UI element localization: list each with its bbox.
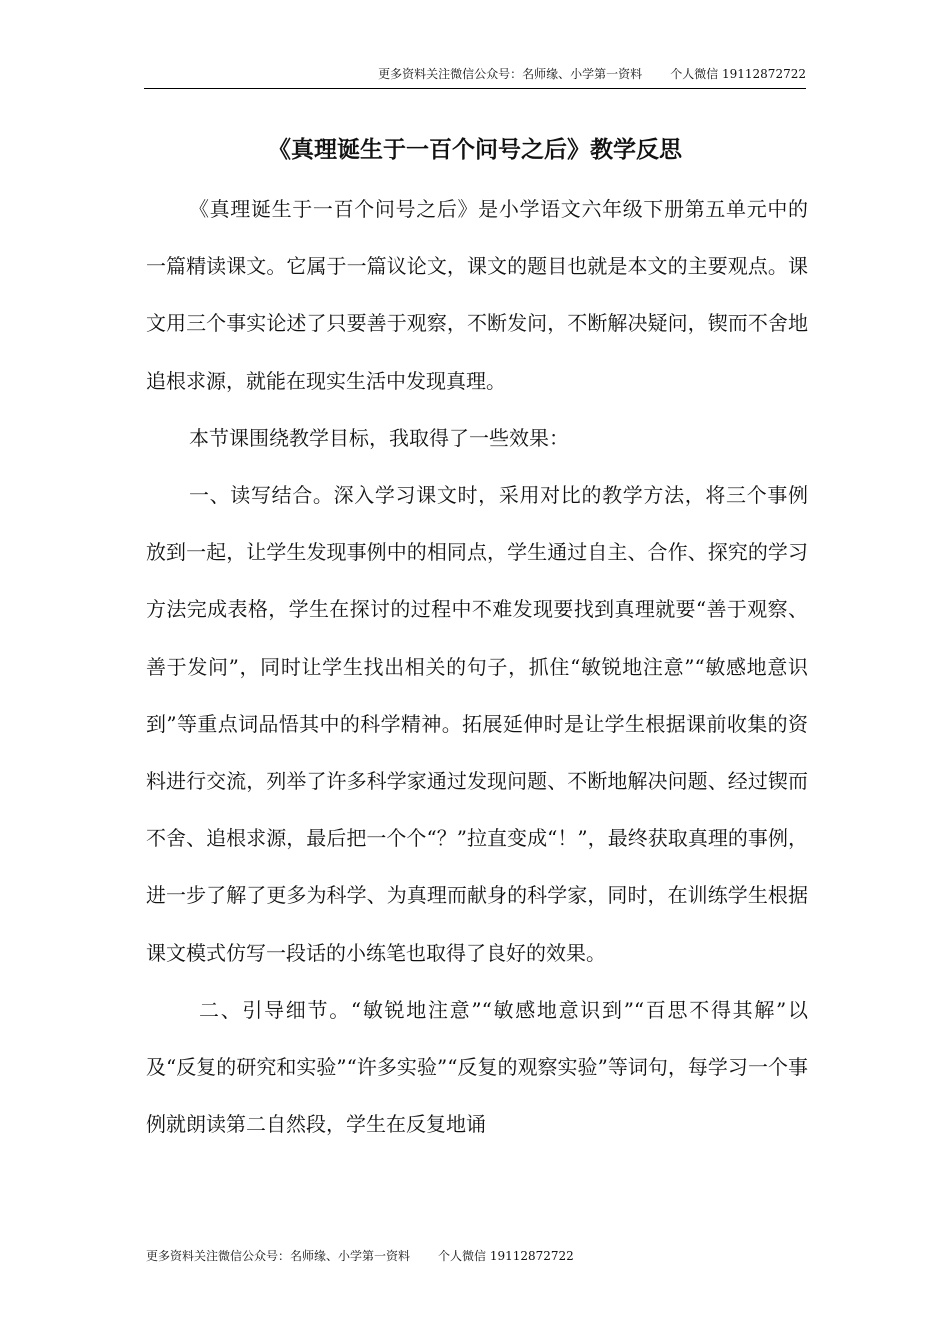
paragraph-reading-writing: 一、读写结合。深入学习课文时，采用对比的教学方法，将三个事例放到一起，让学生发现事例中的相同点，学生通过自主、合作、探究的学习方法完成表格，学生在探讨的过程中不难发现要找到真理就要“善于观察、善于发问”，同时让学生找出相关的句子，抓住“敏锐地注意”“敏感地意识到”等重点词品悟其中的科学精神。拓展延伸时是让学生根据课前收集的资料进行交流，列举了许多科学家通过发现问题、不断地解决问题、经过锲而不舍、追根求源，最后把一个个“？”拉直变成“！”，最终获取真理的事例，进一步了解了更多为科学、为真理而献身的科学家，同时，在训练学生根据课文模式仿写一段话的小练笔也取得了良好的效果。 (146, 483, 808, 965)
paragraph-intro: 《真理诞生于一百个问号之后》是小学语文六年级下册第五单元中的一篇精读课文。它属于一篇议论文，课文的题目也就是本文的主要观点。课文用三个事实论述了只要善于观察，不断发问，不断解决疑问，锲而不舍地追根求源，就能在现实生活中发现真理。 (146, 197, 808, 393)
footer-source-text: 更多资料关注微信公众号：名师缘、小学第一资料 (146, 1249, 411, 1263)
paragraph-effects-lead: 本节课围绕教学目标，我取得了一些效果： (189, 425, 569, 450)
document-body (146, 181, 808, 1153)
page-header (144, 66, 806, 89)
footer-wechat-text: 个人微信 19112872722 (438, 1249, 574, 1263)
header-source-text: 更多资料关注微信公众号：名师缘、小学第一资料 (378, 67, 643, 81)
document-title: 《真理诞生于一百个问号之后》教学反思 (268, 137, 682, 163)
page-footer (146, 1248, 574, 1264)
header-wechat-text: 个人微信 19112872722 (670, 67, 806, 81)
paragraph-guiding-details: 二、引导细节。“敏锐地注意”“敏感地意识到”“百思不得其解”以及“反复的研究和实验”“许多实验”“反复的观察实验”等词句，每学习一个事例就朗读第二自然段，学生在反复地诵 (146, 997, 808, 1137)
